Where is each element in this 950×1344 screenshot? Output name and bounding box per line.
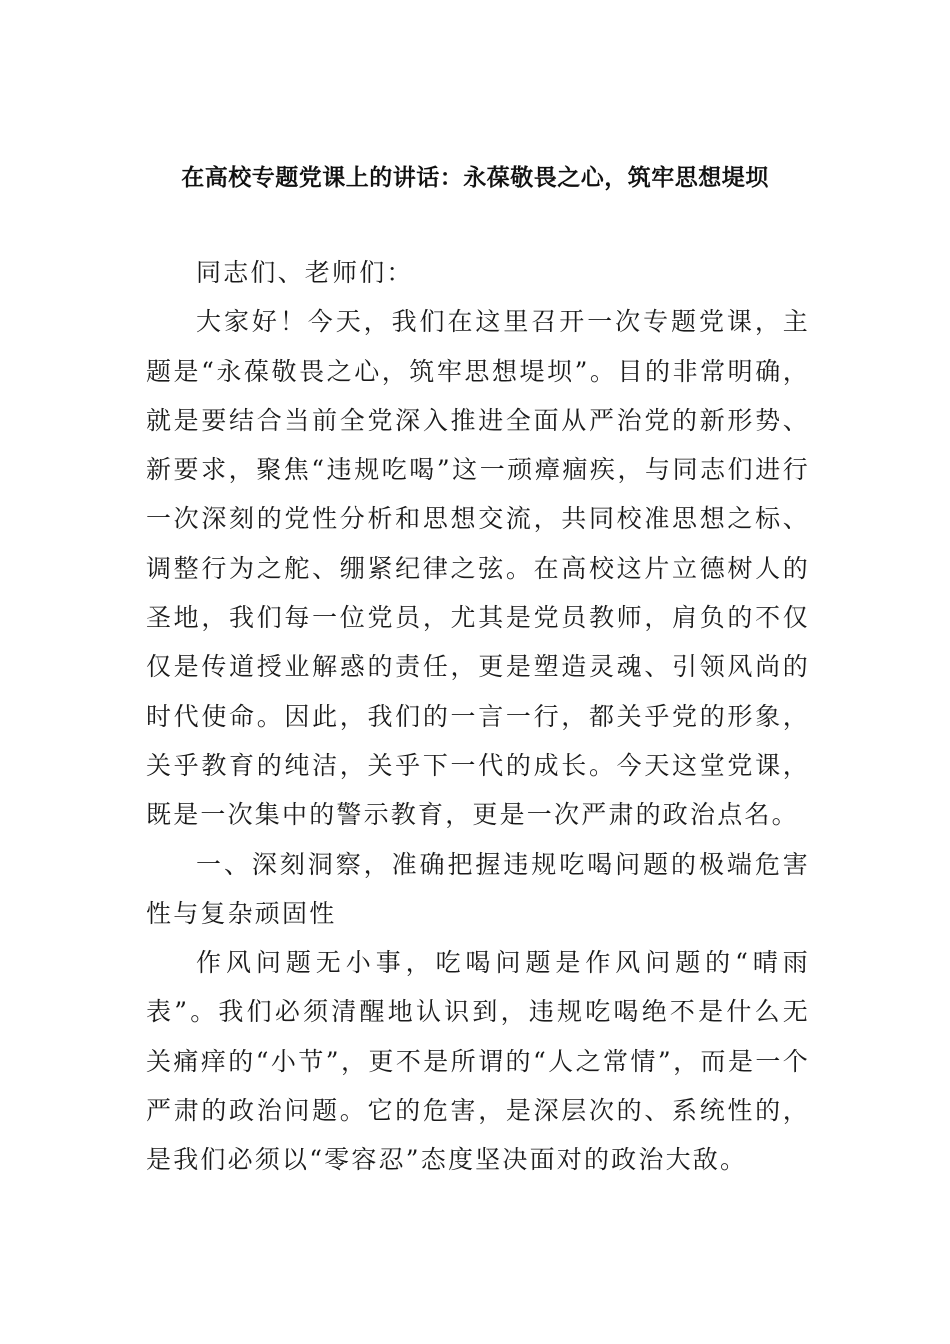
paragraph-section-1: 作风问题无小事，吃喝问题是作风问题的“晴雨表”。我们必须清醒地认识到，违规吃喝绝不是什么无关痛痒的“小节”，更不是所谓的“人之常情”，而是一个严肃的政治问题。它的危害，是深层次的、系统性的，是我们必须以“零容忍”态度坚决面对的政治大敌。 [146,948,810,1175]
paragraph-intro: 大家好！今天，我们在这里召开一次专题党课，主题是“永葆敬畏之心，筑牢思想堤坝”。目的非常明确，就是要结合当前全党深入推进全面从严治党的新形势、新要求，聚焦“违规吃喝”这一顽瘴痼疾，与同志们进行一次深刻的党性分析和思想交流，共同校准思想之标、调整行为之舵、绷紧纪律之弦。在高校这片立德树人的圣地，我们每一位党员，尤其是党员教师，肩负的不仅仅是传道授业解惑的责任，更是塑造灵魂、引领风尚的时代使命。因此，我们的一言一行，都关乎党的形象，关乎教育的纯洁，关乎下一代的成长。今天这堂党课，既是一次集中的警示教育，更是一次严肃的政治点名。 [146,307,810,830]
section-heading-1: 一、深刻洞察，准确把握违规吃喝问题的极端危害性与复杂顽固性 [146,849,810,928]
salutation: 同志们、老师们： [196,258,414,287]
document-title: 在高校专题党课上的讲话：永葆敬畏之心，筑牢思想堤坝 [181,165,769,191]
document-body [146,248,810,1185]
